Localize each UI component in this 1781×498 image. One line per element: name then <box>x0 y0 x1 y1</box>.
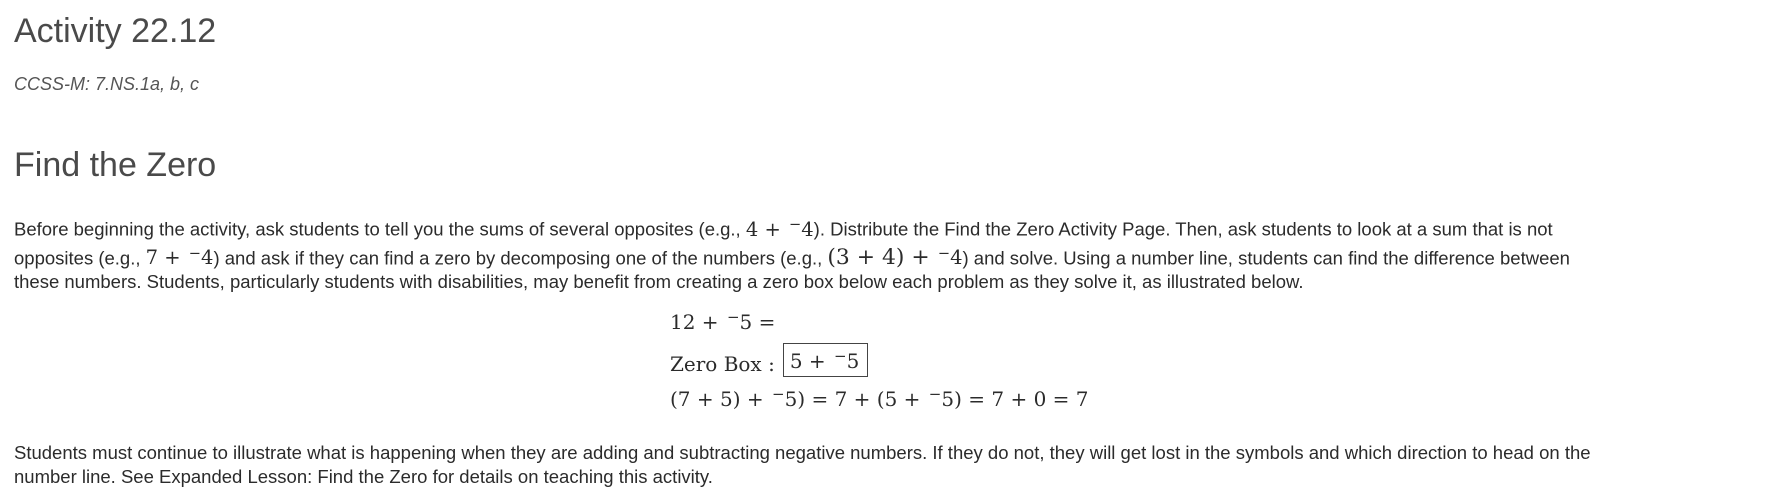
negative-sign: − <box>928 385 942 403</box>
example-equation-3 <box>670 385 1089 411</box>
math-term: 5) = 7 + 0 = 7 <box>941 386 1089 411</box>
negative-sign: − <box>834 347 847 365</box>
intro-text: Before beginning the activity, ask students to tell you the sums of several opposites (e.g., <box>14 218 746 240</box>
intro-line-1 <box>14 213 1769 242</box>
negative-sign: − <box>772 385 785 403</box>
example-equation-1 <box>670 308 775 334</box>
standards-reference: CCSS-M: 7.NS.1a, b, c <box>14 74 200 94</box>
zero-box <box>783 343 869 377</box>
activity-title: Activity 22.12 <box>14 12 217 50</box>
intro-line-2 <box>14 242 1769 271</box>
negative-sign: − <box>937 244 951 262</box>
math-term: 4 <box>201 246 214 270</box>
intro-text: ). Distribute the Find the Zero Activity Page. Then, ask students to look at a sum that is not <box>813 218 1553 240</box>
intro-text: ) and ask if they can find a zero by decomposing one of the numbers (e.g., <box>213 247 828 269</box>
negative-sign: − <box>188 244 202 262</box>
closing-line-1: Students must continue to illustrate what is happening when they are adding and subtracting negative numbers. If they do not, they will get lost in the symbols and which direction to head on the <box>14 442 1591 463</box>
math-term: 5 = <box>739 309 776 334</box>
intro-paragraph <box>14 213 1769 294</box>
math-expression <box>746 218 814 241</box>
negative-sign: − <box>789 216 802 233</box>
zero-box-row <box>670 346 868 380</box>
math-term: 4 + <box>745 217 781 241</box>
math-term: 5 + <box>789 348 826 373</box>
math-term: 4 <box>950 246 963 270</box>
math-expression <box>827 246 962 269</box>
math-term: 4 <box>801 217 814 241</box>
zero-box-label: Zero Box : <box>670 351 775 376</box>
closing-paragraph <box>14 441 1769 489</box>
closing-line-2: number line. See Expanded Lesson: Find the Zero for details on teaching this activity. <box>14 466 713 487</box>
math-term: 5 <box>846 348 860 373</box>
math-term: 5) = 7 + (5 + <box>784 386 921 411</box>
math-term: 7 + <box>145 246 181 270</box>
intro-text: ) and solve. Using a number line, students can find the difference between <box>962 247 1570 269</box>
intro-line-3: these numbers. Students, particularly students with disabilities, may benefit from creating a zero box below each problem as they solve it, as illustrated below. <box>14 271 1304 293</box>
section-title: Find the Zero <box>14 146 217 184</box>
math-term: (7 + 5) + <box>670 386 764 411</box>
math-term: (3 + 4) + <box>827 245 930 271</box>
math-expression <box>146 246 214 269</box>
intro-text: opposites (e.g., <box>14 247 146 269</box>
negative-sign: − <box>726 308 740 326</box>
math-term: 12 + <box>670 309 719 334</box>
